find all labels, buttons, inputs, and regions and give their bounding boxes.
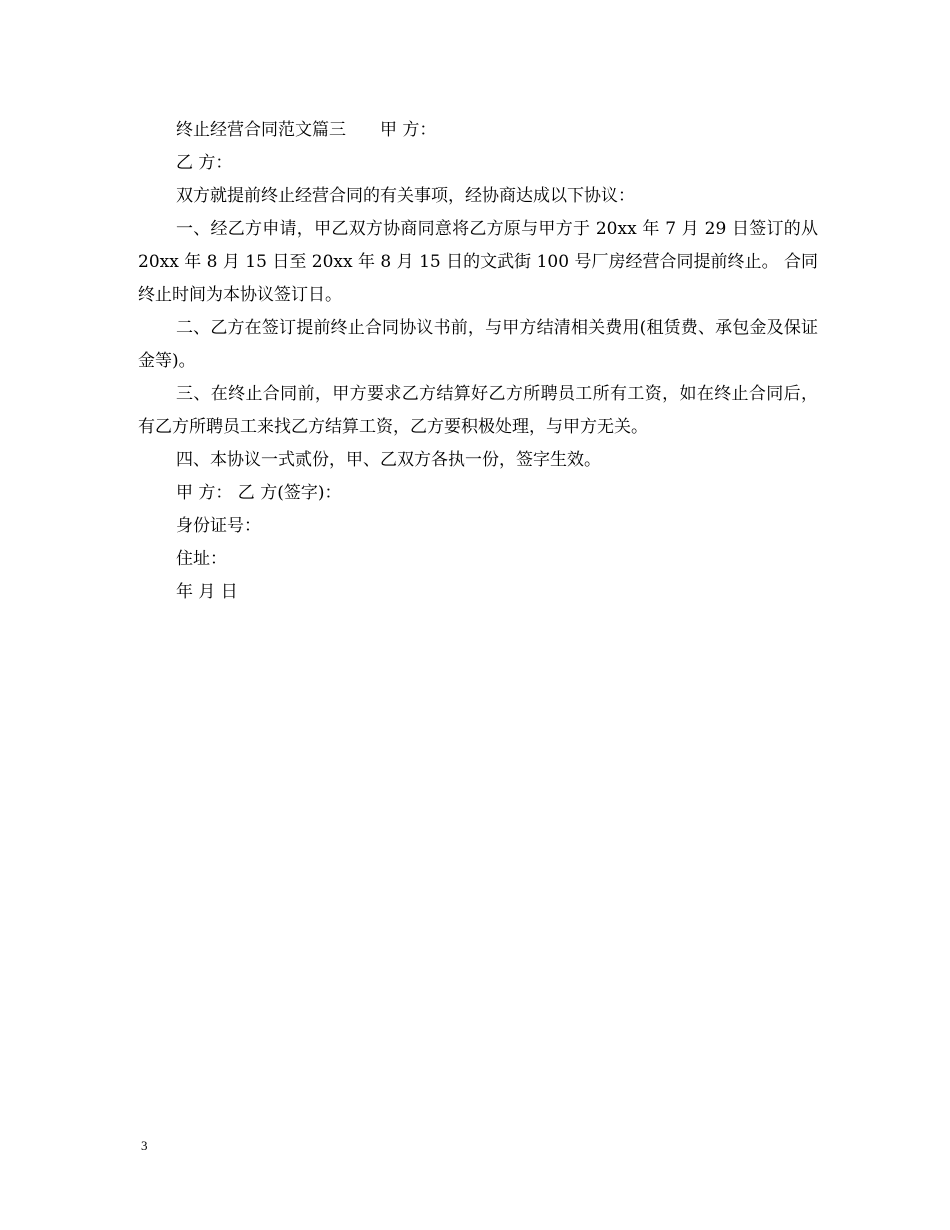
clause-4-paragraph: 四、本协议一式贰份，甲、乙双方各执一份，签字生效。 (176, 450, 601, 470)
party-b-paragraph: 乙 方： (176, 153, 233, 173)
title-paragraph: 终止经营合同范文篇三 甲 方： (176, 120, 437, 140)
address-line: 住址： (176, 549, 227, 569)
clause-3-paragraph: 三、在终止合同前，甲方要求乙方结算好乙方所聘员工所有工资，如在终止合同后，有乙方所聘员工来找乙方结算工资，乙方要积极处理，与甲方无关。 (138, 384, 818, 437)
clause-1-paragraph: 一、经乙方申请，甲乙双方协商同意将乙方原与甲方于 20xx 年 7 月 29 日签订的从 20xx 年 8 月 15 日至 20xx 年 8 月 15 日的文武街 100 号厂房经营合同提前终止。 合同终止时间为本协议签订日。 (138, 219, 824, 305)
signature-line: 甲 方： 乙 方(签字)： (176, 483, 342, 503)
clause-2-paragraph: 二、乙方在签订提前终止合同协议书前，与甲方结清相关费用(租赁费、承包金及保证金等)。 (138, 318, 818, 371)
id-number-line: 身份证号： (176, 516, 261, 536)
date-line: 年 月 日 (176, 582, 238, 602)
page-number: 3 (141, 1138, 148, 1153)
document-body (138, 114, 824, 609)
intro-paragraph: 双方就提前终止经营合同的有关事项，经协商达成以下协议： (176, 186, 635, 206)
